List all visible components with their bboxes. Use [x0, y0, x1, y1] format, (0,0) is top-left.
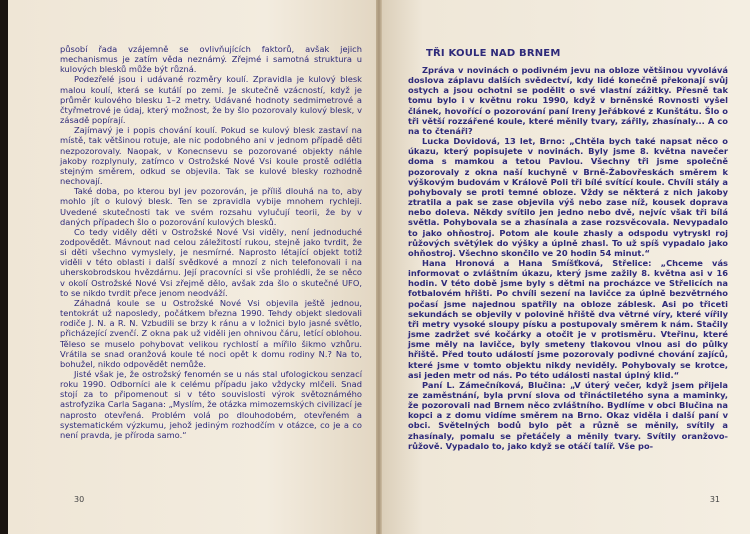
paragraph: Zajímavý je i popis chování koulí. Pokud se kulový blesk zastaví na místě, tak většinou rotuje, ale nic podobného ani v jednom případě děti nezpozorovaly. Naopak, v Konecnsevu se pozorované objekty náhle jakoby rozplynuly, zatímco v Ostrožské Nové Vsi koule prostě odlétla stejným směrem, odkud se objevila. Tak se kulové blesky rozhodně nechovají.: [60, 125, 362, 187]
book-gutter: [376, 0, 382, 534]
paragraph: Hana Hronová a Hana Smíšťková, Střelice: „Chceme vás informovat o zvláštním úkazu, který jsme zažily 8. května asi v 16 hodin. V této době jsme byly s dětmi na procházce ve Střelicích na fotbalovém hřišti. Po chvíli sezení na lavičce za úplně bezvětrného počasí jsme najednou spatřily na obloze záblesk. Asi po třiceti sekundách se objevily v polovině hřiště dva větrné víry, které vířily tři metry vysoké sloupy písku a postupovaly směrem k nám. Stačily jsme zadržet své kočárky a otočit je v protisměru. Vteřinu, které jsme měly na lavičce, byly smeteny tlakovou vlnou asi do půlky hřiště. Před touto událostí jsme pozorovaly podivné chování zajíců, které jsme v tomto objektu nikdy neviděly. Pohybovaly se krotce, asi jeden metr od nás. Po této události nastal úplný klid.“: [408, 257, 728, 380]
paragraph: Lucka Dovidová, 13 let, Brno: „Chtěla bych také napsat něco o úkazu, který popisujete v novinách. Byly jsme 8. května navečer doma s mamkou a tetou Pavlou. Všechny tři jsme společně pozorovaly z okna naší kuchyně v Brně-Žabovřeskách směrem k výškovým budovám v Králově Poli tři bílé svítící koule. Chvíli stály a pohybovaly se proti temné obloze. Vždy se některá z nich jakoby ztratila a pak se zase objevila výš nebo zase níž, kousek doprava nebo doleva. Někdy svítilo jen jedno nebo dvě, nejvíc však tři bílá světla. Pohybovala se a zhasínala a zase rozsvěcovala. Nevypadalo to jako ohňostroj. Potom ale koule zhasly a odspodu vytryskl roj růžových světýlek do výšky a úplně zhasl. To už spíš vypadalo jako ohňostroj. Všechno skončilo ve 20 hodin 54 minut.“: [408, 136, 728, 258]
book-spread: [8, 0, 750, 534]
left-page-text: [60, 44, 362, 440]
paragraph: Také doba, po kterou byl jev pozorován, je příliš dlouhá na to, aby mohlo jít o kulový blesk. Ten se zpravidla vybije mnohem rychleji. Uvedené skutečnosti tak ve svém rozsahu vylučují teorii, že by v daných případech šlo o pozorování kulových blesků.: [60, 186, 362, 227]
paragraph: Podezřelé jsou i udávané rozměry koulí. Zpravidla je kulový blesk malou koulí, která se kutálí po zemi. Je skutečně vzácností, když je průměr kulového blesku 1–2 metry. Udávané hodnoty sedmimetrové a čtyřmetrové je údaj, který možnost, že by šlo pozorovaly kulový blesk, v zásadě popírají.: [60, 74, 362, 126]
paragraph: působí řada vzájemně se ovlivňujících faktorů, avšak jejich mechanismus je zatím věda neznámý. Zřejmé i samotná struktura u kulových blesků může být různá.: [60, 44, 362, 75]
page-number: 30: [74, 495, 85, 504]
right-page: [378, 0, 750, 534]
paragraph: Zpráva v novinách o podivném jevu na obloze většinou vyvolává doslova záplavu dalších svědectví, kdy lidé konečně překonají svůj ostych a jsou ochotni se podělit o své vlastní zážitky. Přesně tak tomu bylo i v květnu roku 1990, když v brněnské Rovnosti vyšel článek, hovořící o pozorování paní Ireny Jeřábkové z Kunštátu. Šlo o tři větší rozzářené koule, které měnily tvary, zářily, zhasínaly... A co na to čtenáři?: [408, 65, 728, 136]
page-number: 31: [709, 495, 720, 504]
left-page: [8, 0, 378, 534]
right-page-text: [408, 65, 728, 451]
chapter-title: TŘI KOULE NAD BRNEM: [426, 48, 561, 59]
paragraph: Záhadná koule se u Ostrožské Nové Vsi objevila ještě jednou, tentokrát už naposledy, počátkem března 1990. Tehdy objekt sledovali rodiče J. N. a R. N. Vzbudili se brzy k ránu a v ložnici bylo jasné světlo, přicházející zvenčí. Z okna pak už viděli jen ohnivou čáru, letící oblohou. Těleso se muselo pohybovat velikou rychlostí a mířilo šikmo vzhůru. Vrátila se snad oranžová koule té noci opět k domu rodiny N.? Na to, bohužel, nikdo odpovědět nemůže.: [60, 297, 362, 369]
paragraph: Co tedy viděly děti v Ostrožské Nové Vsi viděly, není jednoduché zodpovědět. Mávnout nad celou záležitostí rukou, stejně jako tvrdit, že si děti všechno vymyslely, je nesmírné. Naprosto létající objekt totiž viděli v této oblasti i další svědkové a mnozí z nich telefonovali i na uherskobrodskou hvězdárnu. Její pracovníci si vše prohlédli, že se něco v okolí Ostrožské Nové Vsi zřejmě dělo, avšak zda šlo o skutečné UFO, to se nikdo tvrdit přece jenom neodváží.: [60, 226, 362, 298]
paragraph: Paní L. Zámečníková, Blučina: „V úterý večer, když jsem přijela ze zaměstnání, byla první slova od třináctiletého syna a maminky, že pozorovali nad Brnem něco zvláštního. Bydlíme v obci Blučina na kopci a z domu vidíme směrem na Brno. Okaz viděla i další paní v obci. Světelných bodů bylo pět a různě se měnily, svítily a zhasínaly, pomalu se přetáčely a měnily tvary. Svítily oranžovo-růžově. Vypadalo to, jako když se otáčí talíř. Vše po-: [408, 379, 728, 451]
paragraph: Jisté však je, že ostrožský fenomén se u nás stal ufologickou senzací roku 1990. Odborníci ale k celému případu jako vždycky mlčeli. Snad stojí za to připomenout si v této souvislosti výrok světoznámého astrofyzika Carla Sagana: „Myslím, že otázka mimozemských civilizací je naprosto otevřená. Problém volá po dlouhodobém, otevřeném a systematickém výzkumu, jehož jediným rozhodčím v otázce, co je a co není pravda, je příroda samo.“: [60, 369, 362, 440]
